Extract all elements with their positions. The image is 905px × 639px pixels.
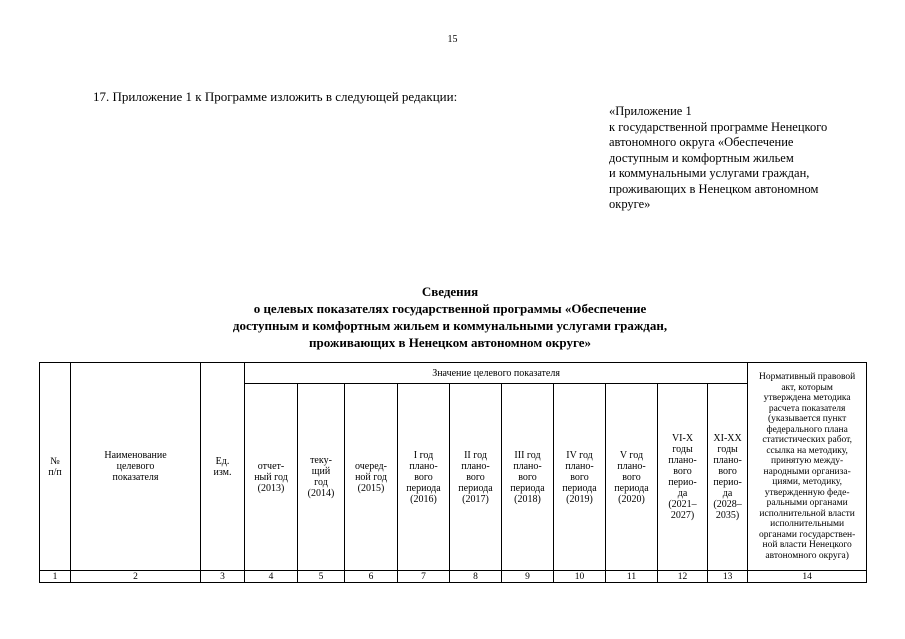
appendix-line: к государственной программе Ненецкого	[609, 119, 828, 134]
heading-line: Сведения	[421, 284, 479, 299]
target-indicators-table	[39, 362, 867, 583]
header-year-2018: III год плано- вого периода (2018)	[502, 384, 554, 571]
header-year-2016: I год плано- вого периода (2016)	[398, 384, 450, 571]
column-number: 4	[245, 571, 298, 583]
column-number: 10	[554, 571, 606, 583]
column-number: 8	[450, 571, 502, 583]
appendix-line: «Приложение 1	[609, 104, 692, 118]
column-number: 3	[201, 571, 245, 583]
header-year-2015: очеред- ной год (2015)	[345, 384, 398, 571]
column-number: 1	[40, 571, 71, 583]
page-number: 15	[447, 34, 458, 45]
header-unit: Ед. изм.	[201, 363, 245, 571]
column-number: 9	[502, 571, 554, 583]
heading-line: проживающих в Ненецком автономном округе»	[309, 335, 591, 350]
header-number: № п/п	[40, 363, 71, 571]
heading-line: доступным и комфортным жильем и коммунальными услугами граждан,	[232, 318, 668, 333]
header-indicator-value: Значение целевого показателя	[245, 363, 748, 384]
header-year-2019: IV год плано- вого периода (2019)	[554, 384, 606, 571]
column-number: 5	[298, 571, 345, 583]
header-indicator-name: Наименование целевого показателя	[71, 363, 201, 571]
heading-line: о целевых показателях государственной программы «Обеспечение	[253, 301, 647, 316]
column-number: 11	[606, 571, 658, 583]
column-number: 14	[748, 571, 867, 583]
header-year-2013: отчет- ный год (2013)	[245, 384, 298, 571]
column-number: 13	[708, 571, 748, 583]
appendix-line: проживающих в Ненецком автономном	[609, 181, 819, 196]
header-year-2017: II год плано- вого периода (2017)	[450, 384, 502, 571]
table-heading	[150, 283, 750, 351]
column-number: 6	[345, 571, 398, 583]
instruction-paragraph: 17. Приложение 1 к Программе изложить в следующей редакции:	[93, 89, 458, 104]
appendix-header	[609, 104, 889, 213]
header-years-2021-2027: VI-X годы плано- вого перио- да (2021– 2027)	[658, 384, 708, 571]
column-number: 12	[658, 571, 708, 583]
header-legal-act: Нормативный правовой акт, которым утверждена методика расчета показателя (указывается пункт федерального плана статистических работ, ссылка на методику, принятую между- народными организа- циями, методику, утвержденную феде- ральными органами исполнительной власти исполнительными органами государствен- ной власти Ненецкого автономного округа)	[748, 363, 867, 571]
column-number-row	[40, 571, 867, 583]
appendix-line: доступным и комфортным жильем	[609, 150, 794, 165]
appendix-line: и коммунальными услугами граждан,	[609, 166, 810, 180]
header-year-2014: теку- щий год (2014)	[298, 384, 345, 571]
column-number: 2	[71, 571, 201, 583]
appendix-line: автономного округа «Обеспечение	[609, 135, 794, 149]
column-number: 7	[398, 571, 450, 583]
header-year-2020: V год плано- вого периода (2020)	[606, 384, 658, 571]
appendix-line: округе»	[609, 197, 651, 211]
header-years-2028-2035: XI-XX годы плано- вого перио- да (2028– 2035)	[708, 384, 748, 571]
